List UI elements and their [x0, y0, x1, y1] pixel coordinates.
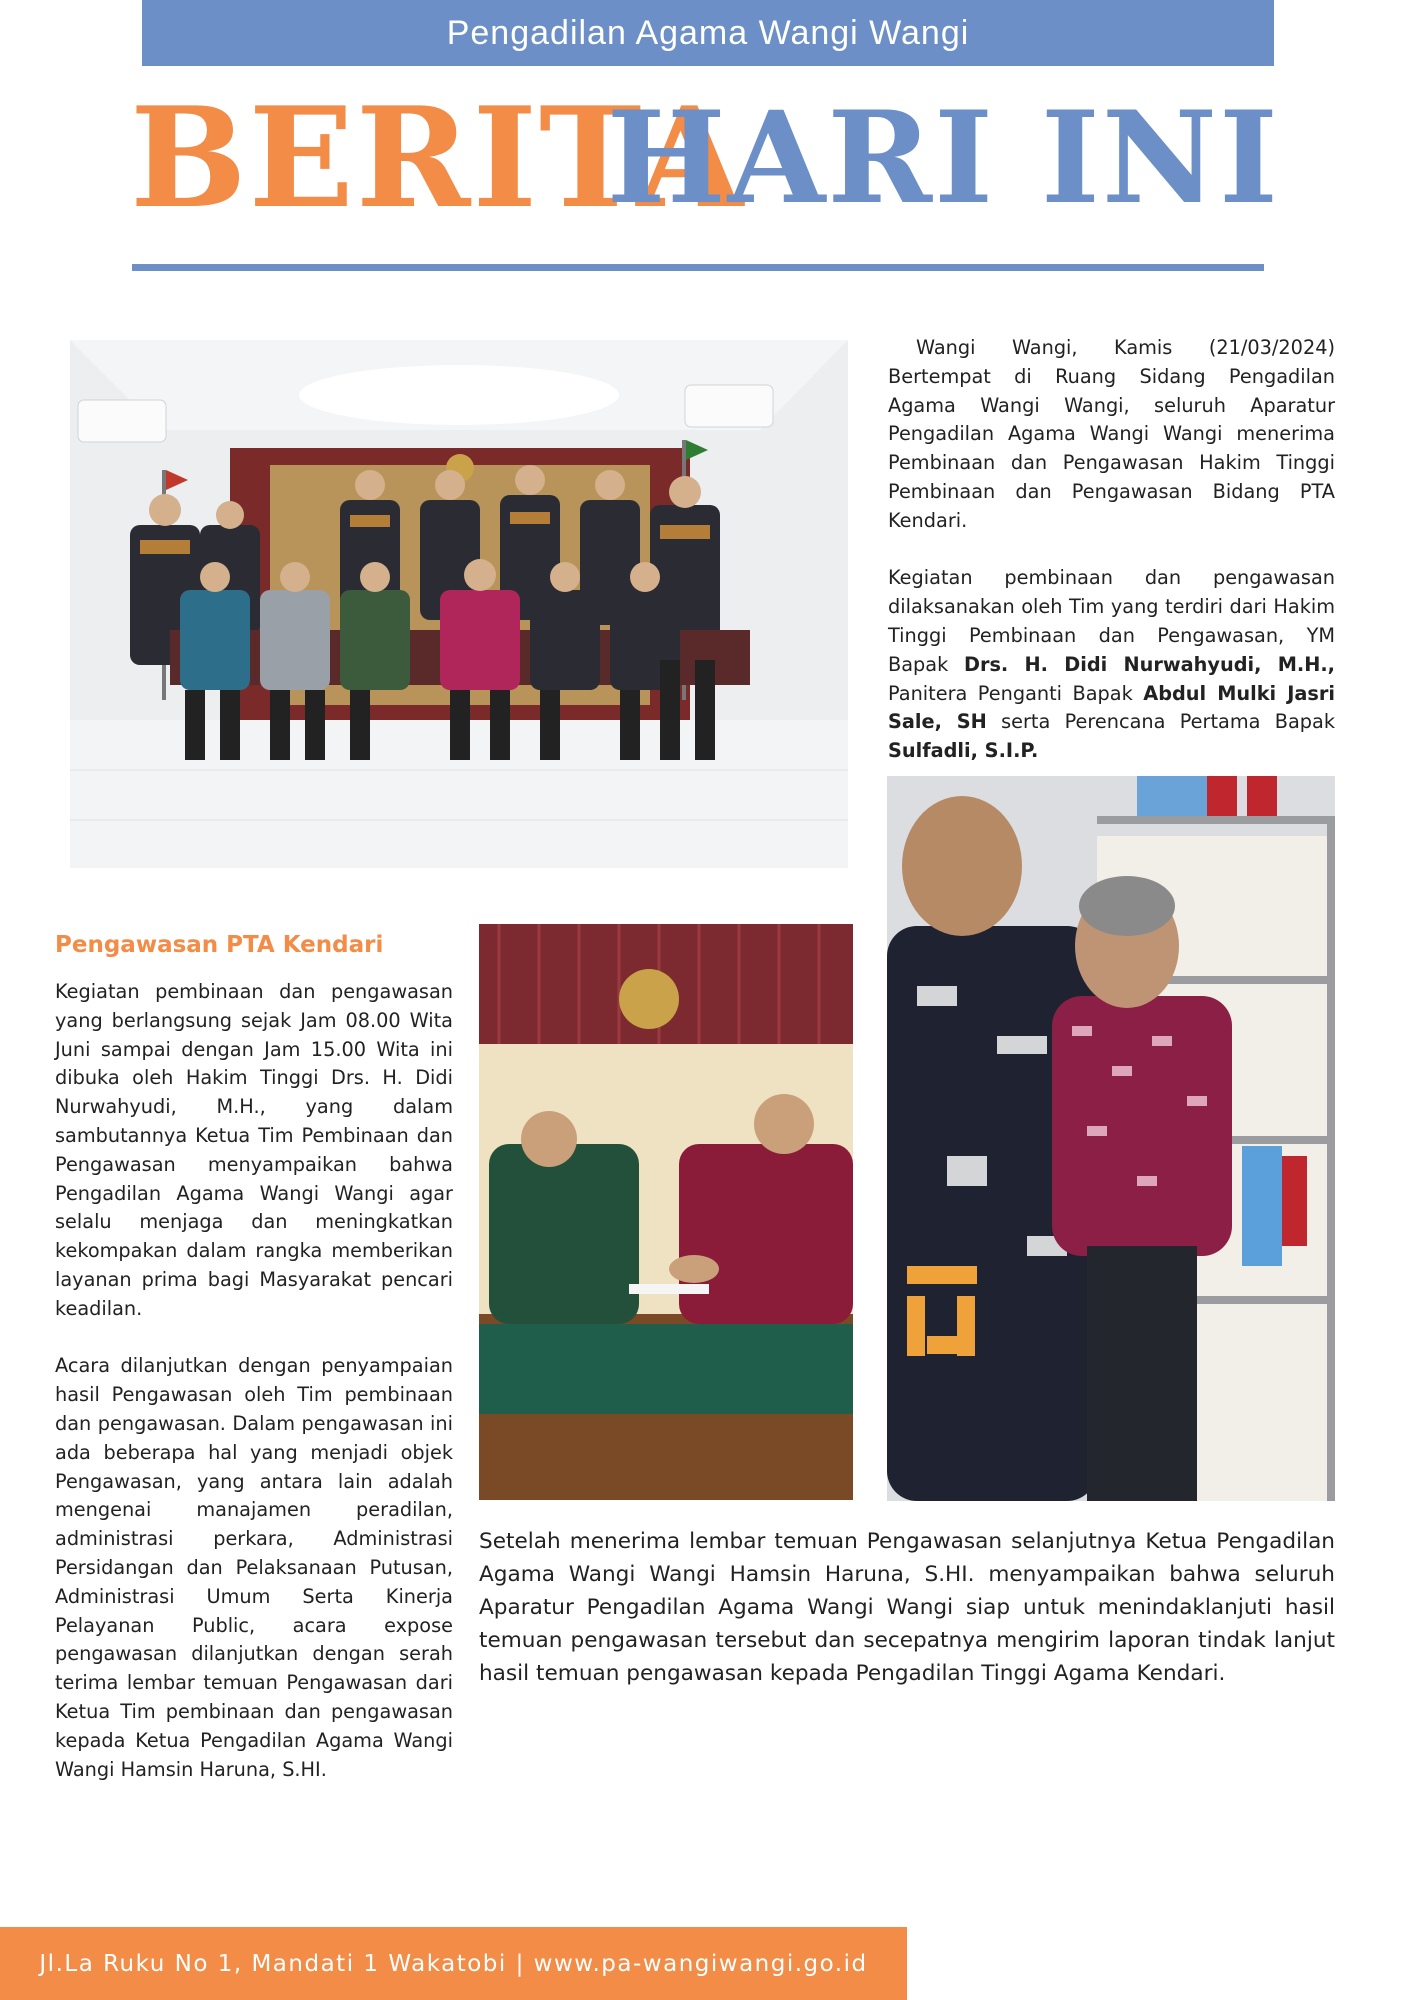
intro-paragraph-1: Wangi Wangi, Kamis (21/03/2024) Bertempat di Ruang Sidang Pengadilan Agama Wangi Wangi, seluruh Aparatur Pengadilan Agama Wangi Wangi menerima Pembinaan dan Pengawasan Hakim Tinggi Pembinaan dan Pengawasan Bidang PTA Kendari.	[888, 336, 1335, 532]
intro-text-run: Kegiatan pembinaan dan pengawasan dilaksanakan oleh Tim yang terdiri dari Hakim Tinggi Pembinaan dan Pengawasan, YM Bapak	[888, 566, 1335, 676]
organization-name: Pengadilan Agama Wangi Wangi	[446, 13, 970, 52]
organization-banner	[142, 0, 1274, 66]
judge-name: Drs. H. Didi Nurwahyudi, M.H.,	[963, 652, 1335, 676]
section-paragraph-1: Kegiatan pembinaan dan pengawasan yang berlangsung sejak Jam 08.00 Wita Juni sampai dengan Jam 15.00 Wita ini dibuka oleh Hakim Tinggi Drs. H. Didi Nurwahyudi, M.H., yang dalam sambutannya Ketua Tim Pembinaan dan Pengawasan menyampaikan bahwa Pengadilan Agama Wangi Wangi agar selalu menjaga dan meningkatkan kekompakan dalam rangka memberikan layanan prima bagi Masyarakat pencari keadilan.	[55, 980, 453, 1320]
intro-text	[888, 334, 1335, 766]
header-divider	[132, 264, 1264, 271]
masthead-title-right: HARI INI	[606, 84, 1280, 232]
clerk-name: Abdul Mulki Jasri Sale, SH	[888, 681, 1335, 734]
intro-paragraph-2	[888, 564, 1335, 766]
inspection-photo	[887, 776, 1335, 1501]
masthead-title-left: BERITA	[130, 76, 746, 239]
section-body	[55, 978, 453, 1784]
footer-address: Jl.La Ruku No 1, Mandati 1 Wakatobi | www.pa-wangiwangi.go.id	[39, 1950, 868, 1977]
section-paragraph-2: Acara dilanjutkan dengan penyampaian hasil Pengawasan oleh Tim pembinaan dan pengawasan. Dalam pengawasan ini ada beberapa hal yang menjadi objek Pengawasan, yang antara lain adalah mengenai manajamen peradilan, administrasi perkara, Administrasi Persidangan dan Pelaksanaan Putusan, Administrasi Umum Serta Kinerja Pelayanan Public, acara expose pengawasan dilanjutkan dengan serah terima lembar temuan Pengawasan dari Ketua Tim pembinaan dan pengawasan kepada Ketua Pengadilan Agama Wangi Wangi Hamsin Haruna, S.HI.	[55, 1354, 453, 1781]
masthead	[130, 76, 1280, 239]
planner-name: Sulfadli, S.I.P.	[888, 739, 1039, 763]
handshake-photo	[479, 924, 853, 1500]
group-photo	[70, 340, 848, 868]
intro-text-run: Panitera Penganti Bapak	[888, 681, 1144, 705]
intro-text-run: serta Perencana Pertama Bapak	[986, 710, 1335, 734]
section-heading: Pengawasan PTA Kendari	[55, 932, 384, 958]
closing-paragraph: Setelah menerima lembar temuan Pengawasan selanjutnya Ketua Pengadilan Agama Wangi Wangi Hamsin Haruna, S.HI. menyampaikan bahwa seluruh Aparatur Pengadilan Agama Wangi Wangi siap untuk menindaklanjuti hasil temuan pengawasan tersebut dan secepatnya mengirim laporan tindak lanjut hasil temuan pengawasan kepada Pengadilan Tinggi Agama Kendari.	[479, 1529, 1335, 1686]
footer-bar	[0, 1927, 907, 2000]
